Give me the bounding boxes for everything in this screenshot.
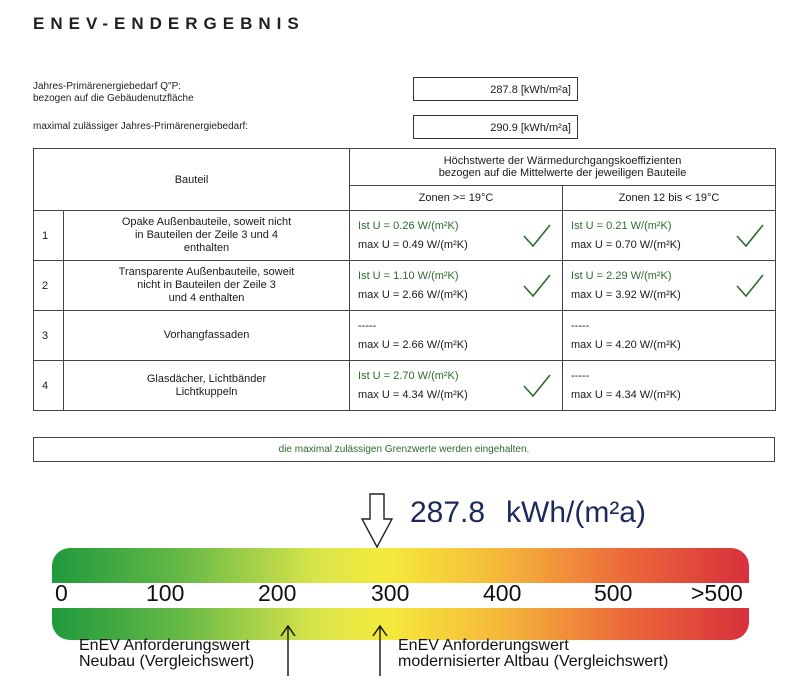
max-u-value: max U = 4.34 W/(m²K) [571,389,681,401]
altbau-requirement-label [398,638,668,670]
bauteil-description-line: nicht in Bauteilen der Zeile 3 [137,279,276,291]
ist-u-value: ----- [571,320,590,332]
altbau-line2: modernisierter Altbau (Vergleichswert) [398,653,669,670]
header-line1: Höchstwerte der Wärmedurchgangskoeffizienten [443,155,682,167]
table-row [34,361,776,411]
ist-u-value: ----- [358,320,377,332]
bauteil-description-line: Opake Außenbauteile, soweit nicht [121,216,292,228]
ist-u-value: Ist U = 0.26 W/(m²K) [358,220,459,232]
neubau-line2: Neubau (Vergleichswert) [79,653,255,670]
max-u-value: max U = 4.34 W/(m²K) [358,389,468,401]
row-number: 3 [34,311,64,361]
max-u-value: max U = 0.70 W/(m²K) [571,239,681,251]
u-values-zone1 [350,311,563,361]
checkmark-icon [735,223,765,252]
bauteil-description [64,211,350,261]
u-values-zone1 [350,211,563,261]
altbau-marker-arrow-icon [370,624,390,676]
row-number: 2 [34,261,64,311]
table-row [34,311,776,361]
bauteil-description-line: in Bauteilen der Zeile 3 und 4 [134,229,279,241]
bauteil-description-line: Vorhangfassaden [163,329,250,341]
bauteil-description-line: Lichtkuppeln [175,385,238,398]
scale-tick-400: 400 [483,580,522,606]
bauteil-description-line: enthalten [183,242,230,254]
checkmark-icon [522,223,552,252]
ist-u-value: Ist U = 2.70 W/(m²K) [358,370,459,382]
checkmark-icon [522,273,552,302]
altbau-line1: EnEV Anforderungswert [398,637,569,654]
max-u-value: max U = 4.20 W/(m²K) [571,339,681,351]
bauteil-description [64,311,350,361]
max-u-value: max U = 2.66 W/(m²K) [358,289,468,301]
scale-tick-over-500: >500 [691,580,743,606]
page-title: ENEV-ENDERGEBNIS [33,14,305,33]
scale-tick-0: 0 [55,580,68,606]
max-allowed-value-box: 290.9 [kWh/m²a] [413,115,578,139]
column-header-hoechstwerte [350,149,776,186]
neubau-line1: EnEV Anforderungswert [79,637,250,654]
ist-u-value: Ist U = 0.21 W/(m²K) [571,220,672,232]
current-unit: kWh/(m²a) [506,496,646,529]
bauteil-description-line: und 4 enthalten [168,292,245,304]
row-number: 4 [34,361,64,411]
bauteil-description-line: Glasdächer, Lichtbänder [146,372,267,385]
primary-label-line1: Jahres-Primärenergiebedarf Q"P: [33,81,182,92]
u-values-zone1 [350,361,563,411]
scale-tick-300: 300 [371,580,410,606]
bauteil-description [64,361,350,411]
column-header-bauteil: Bauteil [34,149,350,211]
bauteil-description [64,261,350,311]
zone-header-1: Zonen >= 19°C [350,186,563,211]
scale-tick-100: 100 [146,580,185,606]
max-u-value: max U = 0.49 W/(m²K) [358,239,468,251]
current-value: 287.8 [410,496,486,529]
scale-tick-500: 500 [594,580,633,606]
ist-u-value: Ist U = 2.29 W/(m²K) [571,270,672,282]
row-number: 1 [34,211,64,261]
ist-u-value: Ist U = 1.10 W/(m²K) [358,270,459,282]
max-u-value: max U = 2.66 W/(m²K) [358,339,468,351]
conclusion-box: die maximal zulässigen Grenzwerte werden eingehalten. [33,437,775,462]
neubau-requirement-label [79,638,254,670]
checkmark-icon [735,273,765,302]
u-values-zone1 [350,261,563,311]
table-row [34,211,776,261]
u-values-zone2 [563,311,776,361]
current-value-arrow-icon [360,493,394,549]
table-row [34,261,776,311]
max-u-value: max U = 3.92 W/(m²K) [571,289,681,301]
primary-value-box: 287.8 [kWh/m²a] [413,77,578,101]
scale-tick-200: 200 [258,580,297,606]
u-values-zone2 [563,211,776,261]
u-value-table [33,148,776,411]
checkmark-icon [522,373,552,402]
header-line2: bezogen auf die Mittelwerte der jeweiligen Bauteile [438,167,687,179]
ist-u-value: ----- [571,370,590,382]
bauteil-description-line: Transparente Außenbauteile, soweit [118,266,295,278]
max-allowed-label: maximal zulässiger Jahres-Primärenergiebedarf: [33,121,249,132]
neubau-marker-arrow-icon [278,624,298,676]
u-values-zone2 [563,361,776,411]
u-values-zone2 [563,261,776,311]
primary-label [33,81,194,105]
zone-header-2: Zonen 12 bis < 19°C [563,186,776,211]
primary-label-line2: bezogen auf die Gebäudenutzfläche [33,93,194,104]
